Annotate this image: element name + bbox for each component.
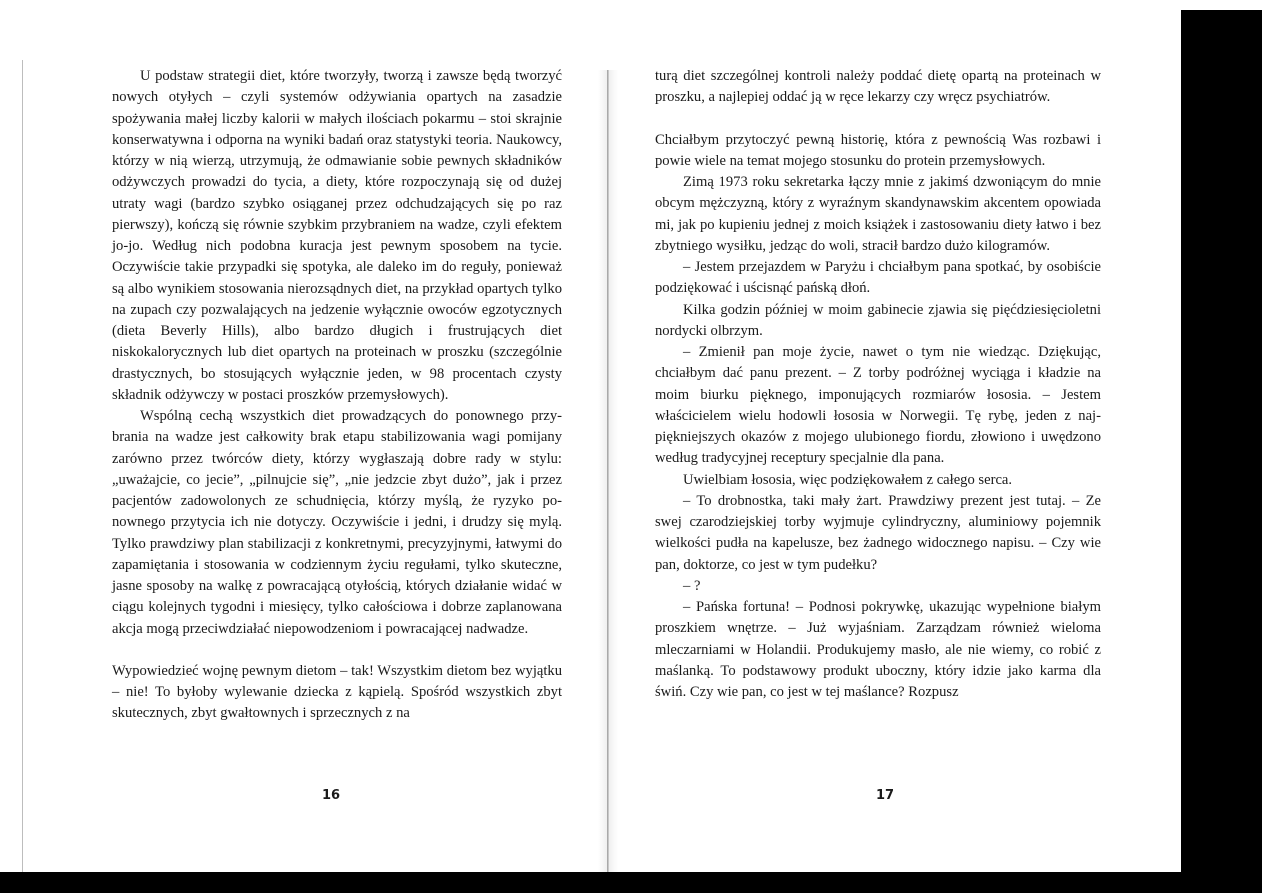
page-number-left: 16 [322,788,341,803]
left-page [112,66,562,725]
paragraph: Wypowiedzieć wojnę pewnym dietom – tak! Wszystkim dietom bez wyjątku – nie! To byłoby wylewanie dziecka z kąpielą. Spośród wszystkich zbyt skutecznych, zbyt gwałtownych i sprzecznych z na [112,662,562,722]
book-spine [607,70,609,875]
page-number-right: 17 [876,788,895,803]
paragraph: Kilka godzin później w moim gabinecie zjawia się pięćdziesięcioletni nordycki olbrzym. [655,301,1101,339]
paragraph: – Pańska fortuna! – Podnosi pokrywkę, ukazując wypełnione białym proszkiem wnętrze. – Już wyjaśniam. Zarządzam również wieloma mleczarniami w Holandii. Produkujemy masło, ale nie wiemy, co robić z maślanką. To podstawowy produkt uboczny, który idzie jako karma dla świń. Czy wie pan, co jest w tej maślance? Rozpusz [655,599,1101,700]
paragraph: – ? [683,577,701,594]
scan-border-bottom [0,872,1262,893]
paragraph: Zimą 1973 roku sekretarka łączy mnie z jakimś dzwoniącym do mnie obcym mężczyzną, który z wyraźnym skandynawskim akcentem opowiada mi, jak po kupieniu jednej z moich książek i zastosowaniu diety łatwo i bez zbytniego wysiłku, jedząc do woli, stracił bardzo dużo kilogramów. [655,174,1101,254]
paragraph: – To drobnostka, taki mały żart. Prawdziwy prezent jest tutaj. – Ze swej czarodziejskiej torby wyjmuje cylindryczny, aluminiowy pojemnik wielkości pudła na kapelusze, bez żadnego widocznego napisu. – Czy wie pan, doktorze, co jest w tym pudełku? [655,492,1101,573]
right-page [655,66,1101,703]
paragraph: – Jestem przejazdem w Paryżu i chciałbym pana spotkać, by osobiście podziękować i uścisnąć pańską dłoń. [655,259,1101,297]
paragraph: Uwielbiam łososia, więc podziękowałem z całego serca. [683,471,1013,488]
scan-border-right [1181,10,1262,893]
paragraph: Chciałbym przytoczyć pewną historię, która z pewnością Was rozbawi i powie wiele na temat mojego stosunku do protein przemysłowych. [655,131,1101,169]
paragraph: – Zmienił pan moje życie, nawet o tym nie wiedząc. Dziękując, chciałbym dać panu prezent. – Z torby podróżnej wyciąga i kładzie na moim biurku pięknego, imponujących rozmiarów łososia. – Jestem właścicielem wielu hodowli łososia w Norwegii. Tę rybę, jeden z najpiękniejszych okazów z mojego ulubionego fiordu, złowiono i uwędzono według tradycyjnej receptury specjalnie dla pana. [655,344,1101,467]
paragraph: turą diet szczególnej kontroli należy poddać dietę opartą na proteinach w proszku, a najlepiej oddać ją w ręce lekarzy czy wręcz psychiatrów. [655,68,1101,106]
paragraph: Wspólną cechą wszystkich diet prowadzących do ponownego przybrania na wadze jest całkowity brak etapu stabilizowania wagi pomijany zarówno przez twórców diety, którzy wygłaszają dobre rady w stylu: „uważajcie, co jecie”, „pilnujcie się”, „nie jedzcie zbyt dużo”, jak i przez pacjentów zadowolonych ze schudnięcia, którzy myślą, że ryzyko ponownego przytycia ich nie dotyczy. Oczywiście i jedni, i drudzy się mylą. Tylko prawdziwy plan stabilizacji z konkretnymi, precyzyjnymi, łatwymi do zapamiętania i stosowania w codziennym życiu regułami, tylko skuteczne, jasne sposoby na walkę z powracającą otyłością, których działanie widać w ciągu kolejnych tygodni i miesięcy, tylko całościowa i dobrze zaplanowana akcja mogą przeciwdziałać niepowodzeniom i powracającej nadwadze. [112,408,562,637]
paragraph: U podstaw strategii diet, które tworzyły, tworzą i zawsze będą tworzyć nowych otyłych – czyli systemów odżywiania opartych na zasadzie spożywania małej liczby kalorii w małych ilościach pokarmu – stoi skrajnie konserwatywna i odporna na wyniki badań oraz statystyki teoria. Naukowcy, którzy w nią wierzą, utrzymują, że odmawianie sobie pewnych składników odżywczych prowadzi do tycia, a diety, które rozpoczynają się od dużej utraty wagi (bardzo szybko osiąganej przez odchudzających się po raz pierwszy), kończą się równie szybkim przybraniem na wadze, czyli efektem jo-jo. Według nich podobna kuracja jest pewnym sposobem na tycie. Oczywiście takie przypadki się spotyka, ale daleko im do reguły, ponieważ są albo wynikiem stosowania nierozsądnych diet, na przykład opartych tylko na zupach czy pozwalających na jedzenie wyłącznie owoców egzotycznych (dieta Beverly Hills), albo bardzo długich i frustrujących diet niskokalorycznych lub diet opartych na proteinach w proszku (szczególnie drastycznych, bo stosujących wyłącznie jeden, w 98 procentach czysty składnik odżywczy w postaci proszków przemysłowych). [112,68,562,403]
scan-margin-line [22,60,23,872]
